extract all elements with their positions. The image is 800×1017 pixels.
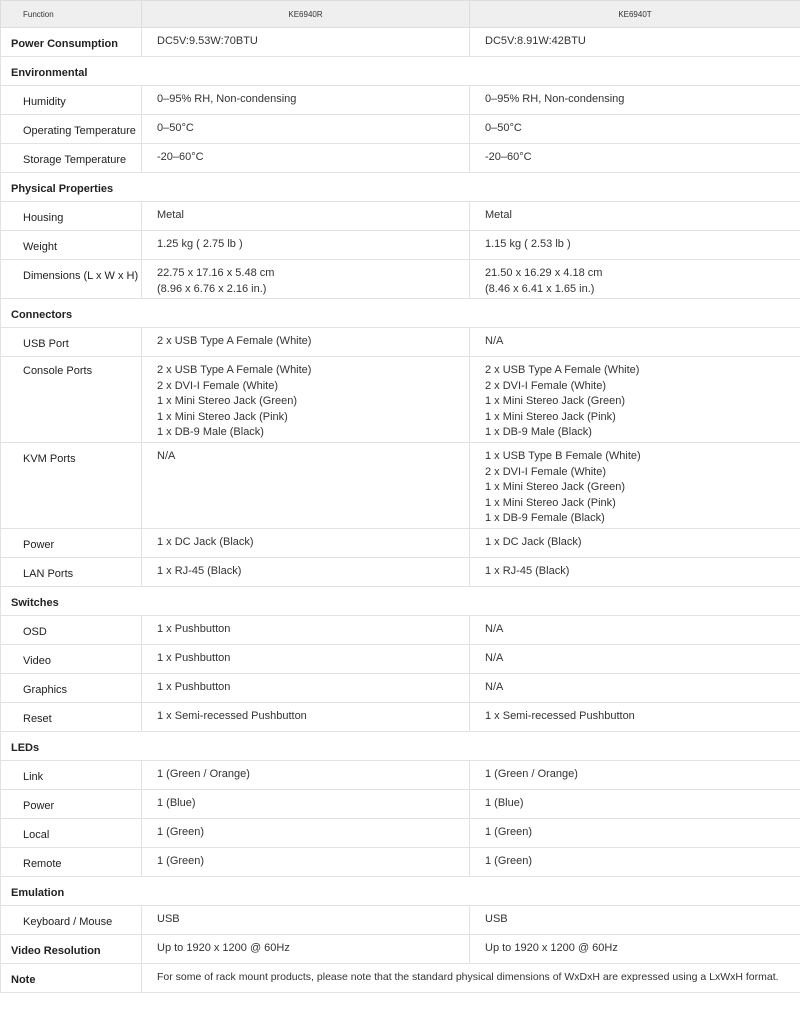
table-row [1, 443, 800, 529]
section-row [1, 587, 800, 616]
ke6940r-value: Up to 1920 x 1200 @ 60Hz [142, 935, 470, 964]
row-label: Weight [1, 231, 142, 260]
value-line: 1 x Mini Stereo Jack (Pink) [485, 496, 616, 509]
section-row [1, 173, 800, 202]
table-row [1, 144, 800, 173]
ke6940t-value: 1 x Semi-recessed Pushbutton [470, 703, 800, 732]
ke6940t-value: Up to 1920 x 1200 @ 60Hz [470, 935, 800, 964]
row-label: Video [1, 645, 142, 674]
table-row [1, 558, 800, 587]
value-line: 1 x DB-9 Male (Black) [157, 426, 264, 438]
section-heading: Physical Properties [1, 173, 800, 202]
section-row [1, 732, 800, 761]
ke6940r-value: N/A [142, 443, 470, 529]
table-row [1, 819, 800, 848]
note-text: For some of rack mount products, please note that the standard physical dimensions of WxDxH are expressed using a LxWxH format. [142, 964, 800, 993]
row-label: Graphics [1, 674, 142, 703]
row-label: LAN Ports [1, 558, 142, 587]
row-label: Console Ports [1, 357, 142, 443]
value-line: 2 x DVI-I Female (White) [485, 465, 607, 478]
ke6940r-value: 1 x Pushbutton [142, 616, 470, 645]
ke6940t-value: 1 x RJ-45 (Black) [470, 558, 800, 587]
row-label: Link [1, 761, 142, 790]
table-row [1, 357, 800, 443]
ke6940r-value: 1 (Green / Orange) [142, 761, 470, 790]
row-label: Dimensions (L x W x H) [1, 260, 142, 299]
value-line: 1 x DB-9 Male (Black) [485, 426, 592, 438]
ke6940t-value: 0–50°C [470, 115, 800, 144]
row-label: Note [1, 964, 142, 993]
ke6940t-value: 1 x DC Jack (Black) [470, 529, 800, 558]
section-heading: Switches [1, 587, 800, 616]
ke6940t-column-header: KE6940T [470, 1, 800, 28]
ke6940r-value: 1 x DC Jack (Black) [142, 529, 470, 558]
table-row [1, 28, 800, 57]
section-heading: Connectors [1, 299, 800, 328]
table-row [1, 645, 800, 674]
row-label: Operating Temperature [1, 115, 142, 144]
ke6940r-value: Metal [142, 202, 470, 231]
ke6940r-value: 2 x USB Type A Female (White) [142, 328, 470, 357]
table-row [1, 761, 800, 790]
value-line: (8.96 x 6.76 x 2.16 in.) [157, 282, 267, 295]
table-header-row [1, 1, 800, 28]
section-heading: Environmental [1, 57, 800, 86]
row-label: Remote [1, 848, 142, 877]
ke6940t-value: 0–95% RH, Non-condensing [470, 86, 800, 115]
table-row [1, 231, 800, 260]
table-row [1, 260, 800, 299]
value-line: 2 x USB Type A Female (White) [157, 364, 312, 376]
ke6940r-value: 1 x RJ-45 (Black) [142, 558, 470, 587]
ke6940r-value: 1 x Semi-recessed Pushbutton [142, 703, 470, 732]
section-row [1, 877, 800, 906]
row-label: KVM Ports [1, 443, 142, 529]
table-row [1, 86, 800, 115]
row-label: Storage Temperature [1, 144, 142, 173]
ke6940r-value: 1 (Blue) [142, 790, 470, 819]
table-row [1, 790, 800, 819]
ke6940t-value: N/A [470, 645, 800, 674]
ke6940r-value: 1.25 kg ( 2.75 lb ) [142, 231, 470, 260]
ke6940t-value: N/A [470, 328, 800, 357]
value-line: 2 x DVI-I Female (White) [157, 379, 279, 392]
row-label: Video Resolution [1, 935, 142, 964]
ke6940r-column-header: KE6940R [142, 1, 470, 28]
ke6940r-value: 1 x Pushbutton [142, 645, 470, 674]
ke6940t-value: Metal [470, 202, 800, 231]
function-column-header: Function [1, 1, 142, 28]
ke6940r-value [142, 260, 470, 299]
ke6940r-value: 1 (Green) [142, 819, 470, 848]
ke6940t-value: N/A [470, 674, 800, 703]
ke6940t-value [470, 357, 800, 443]
ke6940t-value: -20–60°C [470, 144, 800, 173]
table-row [1, 328, 800, 357]
row-label: Housing [1, 202, 142, 231]
table-row [1, 202, 800, 231]
row-label: Keyboard / Mouse [1, 906, 142, 935]
ke6940r-value: USB [142, 906, 470, 935]
row-label: Power [1, 529, 142, 558]
row-label: OSD [1, 616, 142, 645]
value-line: 1 x Mini Stereo Jack (Pink) [485, 410, 616, 423]
ke6940t-value: 1.15 kg ( 2.53 lb ) [470, 231, 800, 260]
ke6940r-value: DC5V:9.53W:70BTU [142, 28, 470, 57]
ke6940r-value: 1 x Pushbutton [142, 674, 470, 703]
ke6940r-value: 1 (Green) [142, 848, 470, 877]
value-line: 1 x Mini Stereo Jack (Green) [157, 395, 297, 407]
row-label: Power Consumption [1, 28, 142, 57]
value-line: 2 x DVI-I Female (White) [485, 379, 607, 392]
table-row [1, 703, 800, 732]
table-row [1, 674, 800, 703]
section-heading: Emulation [1, 877, 800, 906]
table-row [1, 616, 800, 645]
table-row [1, 906, 800, 935]
value-line: 1 x DB-9 Female (Black) [485, 512, 605, 524]
ke6940r-value: 0–50°C [142, 115, 470, 144]
ke6940t-value: 1 (Green / Orange) [470, 761, 800, 790]
section-heading: LEDs [1, 732, 800, 761]
ke6940t-value [470, 443, 800, 529]
value-line: 1 x Mini Stereo Jack (Pink) [157, 410, 288, 423]
value-line: 1 x Mini Stereo Jack (Green) [485, 395, 625, 407]
value-line: 2 x USB Type A Female (White) [485, 364, 640, 376]
row-label: Humidity [1, 86, 142, 115]
table-row [1, 848, 800, 877]
ke6940r-value: 0–95% RH, Non-condensing [142, 86, 470, 115]
table-row [1, 529, 800, 558]
value-line: (8.46 x 6.41 x 1.65 in.) [485, 282, 595, 295]
table-row [1, 964, 800, 993]
ke6940t-value: N/A [470, 616, 800, 645]
value-line: 1 x Mini Stereo Jack (Green) [485, 481, 625, 493]
section-row [1, 299, 800, 328]
ke6940r-value [142, 357, 470, 443]
row-label: USB Port [1, 328, 142, 357]
row-label: Power [1, 790, 142, 819]
value-line: 21.50 x 16.29 x 4.18 cm [485, 267, 603, 279]
ke6940t-value: 1 (Blue) [470, 790, 800, 819]
row-label: Reset [1, 703, 142, 732]
value-line: 22.75 x 17.16 x 5.48 cm [157, 267, 275, 279]
ke6940t-value [470, 260, 800, 299]
section-row [1, 57, 800, 86]
table-row [1, 935, 800, 964]
table-row [1, 115, 800, 144]
ke6940t-value: DC5V:8.91W:42BTU [470, 28, 800, 57]
row-label: Local [1, 819, 142, 848]
ke6940t-value: 1 (Green) [470, 848, 800, 877]
ke6940t-value: 1 (Green) [470, 819, 800, 848]
value-line: 1 x USB Type B Female (White) [485, 450, 641, 462]
ke6940t-value: USB [470, 906, 800, 935]
ke6940r-value: -20–60°C [142, 144, 470, 173]
